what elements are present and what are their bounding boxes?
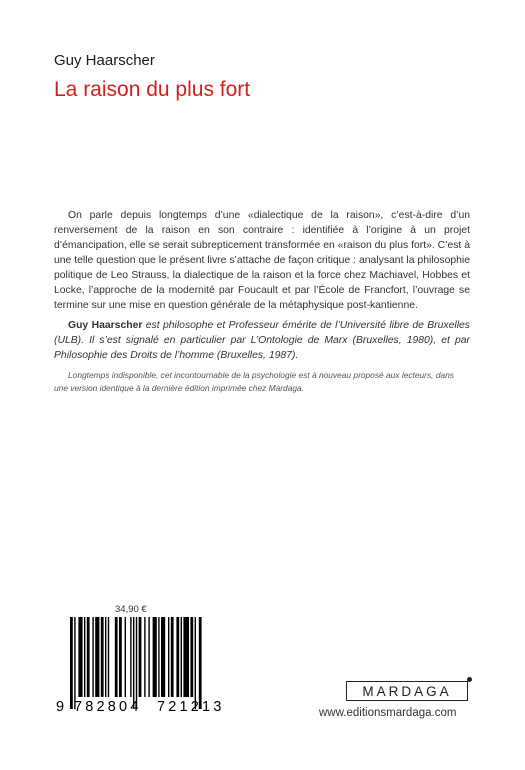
barcode-bar xyxy=(153,617,157,697)
barcode-bar xyxy=(144,617,145,697)
back-cover-text xyxy=(54,208,470,395)
barcode-bar xyxy=(158,617,159,697)
barcode-bar xyxy=(74,617,75,709)
barcode-bar xyxy=(168,617,169,697)
barcode-bar xyxy=(105,617,106,697)
barcode-bar xyxy=(183,617,189,697)
summary-paragraph: On parle depuis longtemps d’une «dialectique de la raison», c’est-à-dire d’un renversement de la raison en son contraire : identifiée à l’origine à un projet d’émancipation, elle se serait subrepticement transformée en «raison du plus fort». C’est à une telle question que le présent livre s’attache de façon critique : analysant la philosophie politique de Leo Strauss, la dialectique de la raison et la force chez Machiavel, Hobbes et Locke, l’approche de la modernité par Foucault et par l’École de Francfort, l’ouvrage se termine sur une mise en question générale de la métaphysique post-kantienne. xyxy=(54,210,470,311)
logo-dot xyxy=(467,677,472,682)
isbn-group-right: 721213 xyxy=(157,699,225,715)
author-bio xyxy=(54,318,470,363)
author-name: Guy Haarscher xyxy=(54,52,155,69)
barcode-bar xyxy=(95,617,99,697)
barcode-bar xyxy=(136,617,137,709)
edition-note: Longtemps indisponible, cet incontournable de la psychologie est à nouveau proposé aux lecteurs, dans une version identique à la dernière édition imprimée chez Mardaga. xyxy=(54,370,454,393)
barcode-bar xyxy=(87,617,90,697)
barcode-bar xyxy=(84,617,85,697)
barcode-bar xyxy=(92,617,93,697)
barcode-bar xyxy=(78,617,82,697)
barcode-bar xyxy=(133,617,134,709)
barcode-bar xyxy=(101,617,104,697)
book-title: La raison du plus fort xyxy=(54,78,251,101)
barcode-bar xyxy=(139,617,142,697)
barcode-bar xyxy=(161,617,165,697)
price-label: 34,90 € xyxy=(115,604,147,615)
isbn-group-left: 782804 xyxy=(74,699,142,715)
barcode-bar xyxy=(195,617,196,709)
barcode-bar xyxy=(171,617,174,697)
barcode-bar xyxy=(130,617,131,697)
bio-author-name: Guy Haarscher xyxy=(68,320,143,331)
bio-text: est philosophe et Professeur émérite de l’Université libre de Bruxelles (ULB). Il s’est signalé en particulier par L’Ontologie de Marx (Bruxelles, 1980), et par Philosophie des Droits de l’homme (Bruxelles, 1987). xyxy=(54,320,470,361)
barcode-bar xyxy=(108,617,109,697)
barcode-bar xyxy=(115,617,118,697)
barcode-bar xyxy=(190,617,193,697)
barcode-bar xyxy=(181,617,182,697)
publisher-website: www.editionsmardaga.com xyxy=(319,707,457,719)
barcode-bar xyxy=(148,617,149,697)
barcode-bar xyxy=(70,617,73,709)
barcode-bar xyxy=(119,617,122,697)
publisher-logo xyxy=(346,681,468,701)
barcode-bar xyxy=(125,617,126,697)
barcode-bar xyxy=(199,617,202,709)
isbn-first-digit: 9 xyxy=(56,699,68,715)
publisher-logo-text: MARDAGA xyxy=(362,683,452,699)
barcode-bar xyxy=(176,617,179,697)
